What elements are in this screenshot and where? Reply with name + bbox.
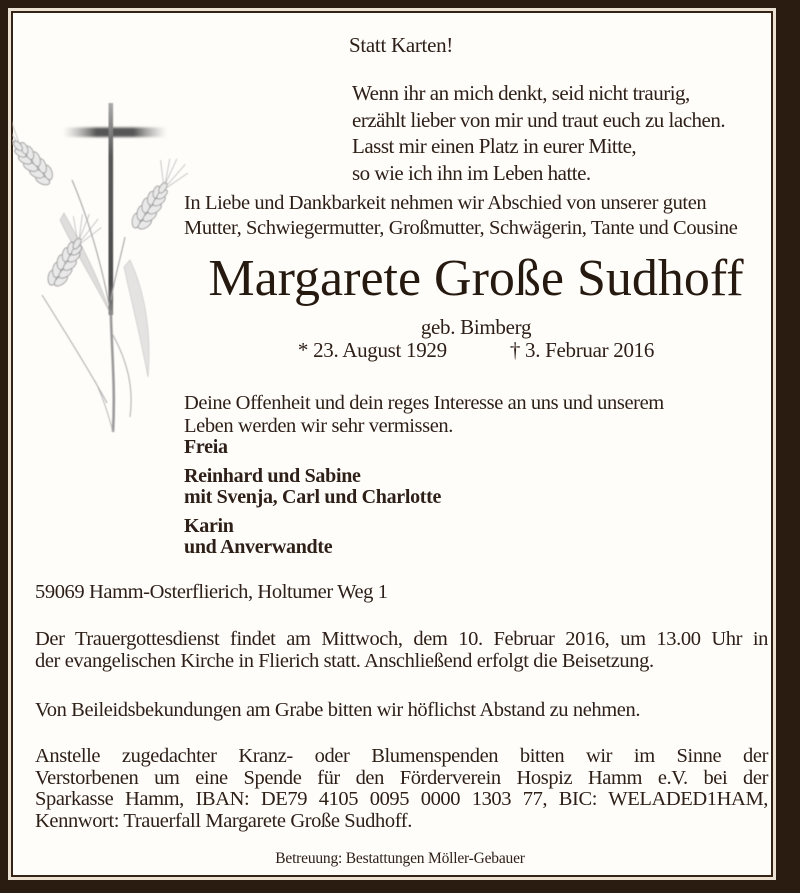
memorial-poem: [352, 80, 725, 187]
donation-line: Sparkasse Hamm, IBAN: DE79 4105 0095 0000 1303 77, BIC: WELADED1HAM,: [35, 788, 768, 811]
maiden-name: geb. Bimberg: [420, 315, 532, 339]
mourners-list: [184, 437, 441, 559]
poem-line: erzählt lieber von mir und traut euch zu lachen.: [352, 107, 726, 132]
funeral-home-credit: Betreuung: Bestattungen Möller-Gebauer: [275, 850, 525, 867]
donation-line: Verstorbenen um eine Spende für den Förderverein Hospiz Hamm e.V. bei der: [35, 766, 768, 789]
mourner: Reinhard und Sabine: [184, 464, 361, 487]
farewell-text: [184, 392, 664, 438]
death-date: † 3. Februar 2016: [509, 338, 655, 362]
poem-line: Wenn ihr an mich denkt, seid nicht traurig,: [352, 81, 690, 105]
intro-line: In Liebe und Dankbarkeit nehmen wir Abschied von unserer guten: [184, 192, 707, 214]
birth-date: * 23. August 1929: [297, 338, 447, 362]
poem-line: Lasst mir einen Platz in eurer Mitte,: [352, 134, 637, 159]
mourner: Freia: [184, 436, 228, 458]
address-line: 59069 Hamm-Osterflierich, Holtumer Weg 1: [35, 581, 388, 603]
cross-arms: [63, 128, 167, 138]
donation-note: [35, 746, 768, 833]
cross-wheat-illustration: [12, 85, 197, 460]
farewell-line: Leben werden wir sehr vermissen.: [184, 415, 453, 437]
life-dates: [184, 340, 768, 361]
farewell-line: Deine Offenheit und dein reges Interesse an uns und unserem: [184, 392, 664, 414]
service-line: Der Trauergottesdienst findet am Mittwoch, dem 10. Februar 2016, um 13.00 Uhr in: [35, 628, 768, 650]
deceased-name: Margarete Große Sudhoff: [208, 250, 744, 307]
donation-line: Anstelle zugedachter Kranz- oder Blumenspenden bitten wir im Sinne der: [35, 745, 768, 767]
intro-line: Mutter, Schwiegermutter, Großmutter, Schwägerin, Tante und Cousine: [184, 217, 738, 239]
mourner: und Anverwandte: [184, 536, 333, 558]
service-info: [35, 628, 768, 672]
service-line: der evangelischen Kirche in Flierich statt. Anschließend erfolgt die Beisetzung.: [35, 650, 654, 672]
pre-header: Statt Karten!: [349, 33, 453, 57]
poem-line: so wie ich ihn im Leben hatte.: [352, 161, 591, 186]
mourner: mit Svenja, Carl und Charlotte: [184, 486, 442, 508]
wheat-ears: [12, 113, 191, 294]
condolence-note: Von Beileidsbekundungen am Grabe bitten wir höflichst Abstand zu nehmen.: [35, 699, 641, 721]
intro-text: [184, 191, 737, 241]
donation-line: Kennwort: Trauerfall Margarete Große Sudhoff.: [35, 810, 412, 833]
mourner: Karin: [184, 514, 234, 537]
